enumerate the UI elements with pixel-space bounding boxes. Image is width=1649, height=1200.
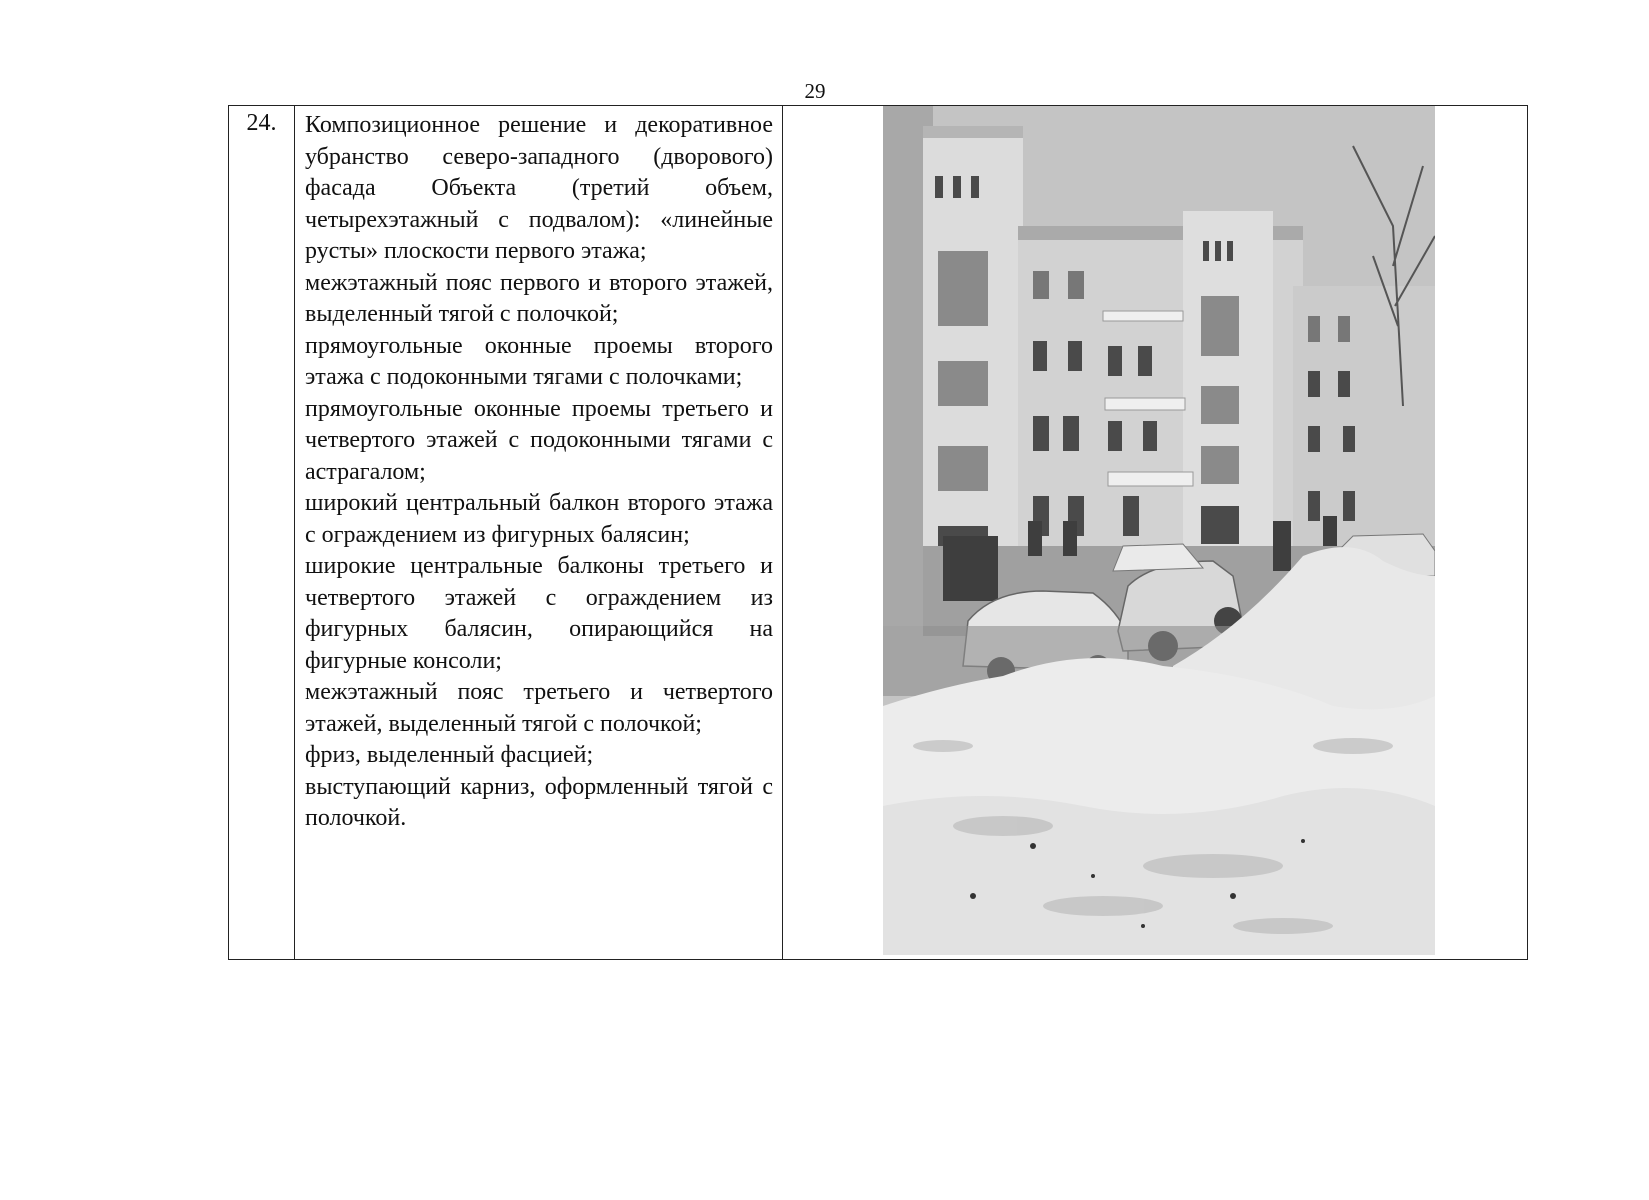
- description-paragraph: фриз, выделенный фасцией;: [305, 742, 594, 768]
- description-paragraph: широкий центральный балкон второго этажа с ограждением из фигурных балясин;: [305, 490, 773, 548]
- description-paragraph: прямоугольные оконные проемы третьего и четвертого этажей с подоконными тягами с астрагалом;: [305, 395, 773, 485]
- row-number: 24.: [229, 106, 295, 959]
- object-table: [228, 105, 1528, 960]
- description-paragraph: прямоугольные оконные проемы второго этажа с подоконными тягами с полочками;: [305, 332, 773, 390]
- description-paragraph: межэтажный пояс третьего и четвертого этажей, выделенный тягой с полочкой;: [305, 679, 773, 737]
- photo-cell: [783, 106, 1527, 959]
- description-paragraph: Композиционное решение и декоративное убранство северо-западного (дворового) фасада Объекта (третий объем, четырехэтажный с подвалом): «линейные русты» плоскости первого этажа;: [305, 112, 773, 264]
- description-paragraph: выступающий карниз, оформленный тягой с полочкой.: [305, 773, 773, 831]
- facade-photo: [883, 106, 1435, 955]
- description-cell: [295, 106, 783, 959]
- description-paragraph: межэтажный пояс первого и второго этажей, выделенный тягой с полочкой;: [305, 269, 773, 327]
- page-number: 29: [804, 79, 826, 103]
- description-paragraph: широкие центральные балконы третьего и четвертого этажей с ограждением из фигурных балясин, опирающийся на фигурные консоли;: [305, 553, 773, 674]
